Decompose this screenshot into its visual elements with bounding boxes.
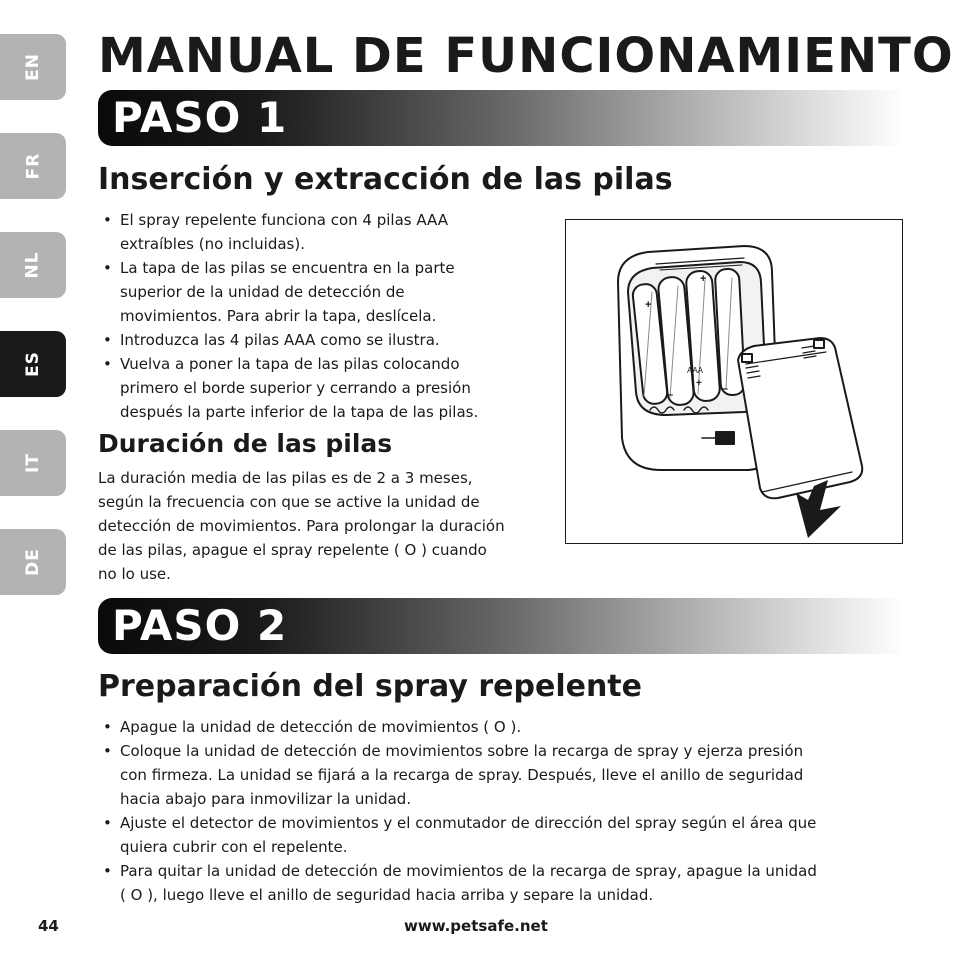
list-item-line: con firmeza. La unidad se fijará a la recarga de spray. Después, lleve el anillo de seguridad: [120, 766, 804, 784]
list-item-line: movimientos. Para abrir la tapa, deslícela.: [120, 307, 437, 325]
list-item: [98, 811, 904, 859]
list-item-line: Apague la unidad de detección de movimientos ( O ).: [120, 718, 522, 736]
language-tab-label: EN: [23, 53, 43, 81]
list-item: [98, 739, 904, 811]
list-item: [98, 352, 538, 424]
website-link[interactable]: www.petsafe.net: [404, 917, 548, 935]
list-item-line: Para quitar la unidad de detección de movimientos de la recarga de spray, apague la unidad: [120, 862, 817, 880]
language-tab-label: FR: [22, 152, 43, 180]
paragraph-line: La duración media de las pilas es de 2 a 3 meses,: [98, 469, 473, 487]
paragraph-line: según la frecuencia con que se active la unidad de: [98, 493, 480, 511]
step1-band-label: PASO 1: [112, 93, 288, 142]
language-tab-label: ES: [22, 351, 43, 377]
list-item: [98, 715, 904, 739]
list-item-line: después la parte inferior de la tapa de las pilas.: [120, 403, 479, 421]
paragraph-line: no lo use.: [98, 565, 171, 583]
battery-illustration: [565, 219, 903, 544]
list-item-line: hacia abajo para inmovilizar la unidad.: [120, 790, 412, 808]
list-item-line: primero el borde superior y cerrando a presión: [120, 379, 471, 397]
language-tab-nl[interactable]: [0, 232, 66, 298]
list-item-line: Ajuste el detector de movimientos y el conmutador de dirección del spray según el área que: [120, 814, 817, 832]
list-item: [98, 256, 538, 328]
battery-life-heading: Duración de las pilas: [98, 429, 393, 458]
language-tab-label: DE: [22, 548, 43, 576]
language-tab-de[interactable]: [0, 529, 66, 595]
step1-heading: Inserción y extracción de las pilas: [98, 162, 673, 197]
battery-plus-mark: +: [696, 378, 702, 389]
list-item-line: Introduzca las 4 pilas AAA como se ilustra.: [120, 331, 440, 349]
list-item: [98, 859, 904, 907]
battery-minus-mark: –: [667, 389, 674, 401]
list-item-line: ( O ), luego lleve el anillo de seguridad hacia arriba y separe la unidad.: [120, 886, 654, 904]
step2-band: [98, 598, 904, 654]
list-item: [98, 328, 538, 352]
language-tab-es[interactable]: [0, 331, 66, 397]
paragraph-line: de las pilas, apague el spray repelente ( O ) cuando: [98, 541, 487, 559]
paragraph-line: detección de movimientos. Para prolongar la duración: [98, 517, 505, 535]
step2-heading: Preparación del spray repelente: [98, 669, 642, 704]
page-number: 44: [38, 917, 59, 935]
battery-type-label: AAA: [687, 366, 704, 375]
page-title: MANUAL DE FUNCIONAMIENTO: [98, 28, 954, 84]
battery-minus-mark: –: [722, 383, 729, 395]
list-item-line: Vuelva a poner la tapa de las pilas colocando: [120, 355, 460, 373]
battery-plus-mark: +: [700, 273, 707, 285]
language-tab-label: NL: [23, 251, 43, 279]
step2-bullet-list: [98, 715, 904, 907]
step1-bullet-list: [98, 208, 538, 424]
list-item-line: El spray repelente funciona con 4 pilas AAA: [120, 211, 448, 229]
language-tab-label: IT: [22, 453, 43, 473]
list-item: [98, 208, 538, 256]
step1-band: [98, 90, 904, 146]
battery-compartment-drawing: [566, 220, 901, 542]
battery-life-paragraph: [98, 466, 546, 586]
list-item-line: quiera cubrir con el repelente.: [120, 838, 348, 856]
list-item-line: La tapa de las pilas se encuentra en la parte: [120, 259, 455, 277]
language-tab-en[interactable]: [0, 34, 66, 100]
language-tab-fr[interactable]: [0, 133, 66, 199]
language-tab-it[interactable]: [0, 430, 66, 496]
list-item-line: Coloque la unidad de detección de movimientos sobre la recarga de spray y ejerza presión: [120, 742, 804, 760]
list-item-line: extraíbles (no incluidas).: [120, 235, 305, 253]
step2-band-label: PASO 2: [112, 601, 288, 650]
list-item-line: superior de la unidad de detección de: [120, 283, 405, 301]
battery-plus-mark: +: [645, 299, 652, 311]
